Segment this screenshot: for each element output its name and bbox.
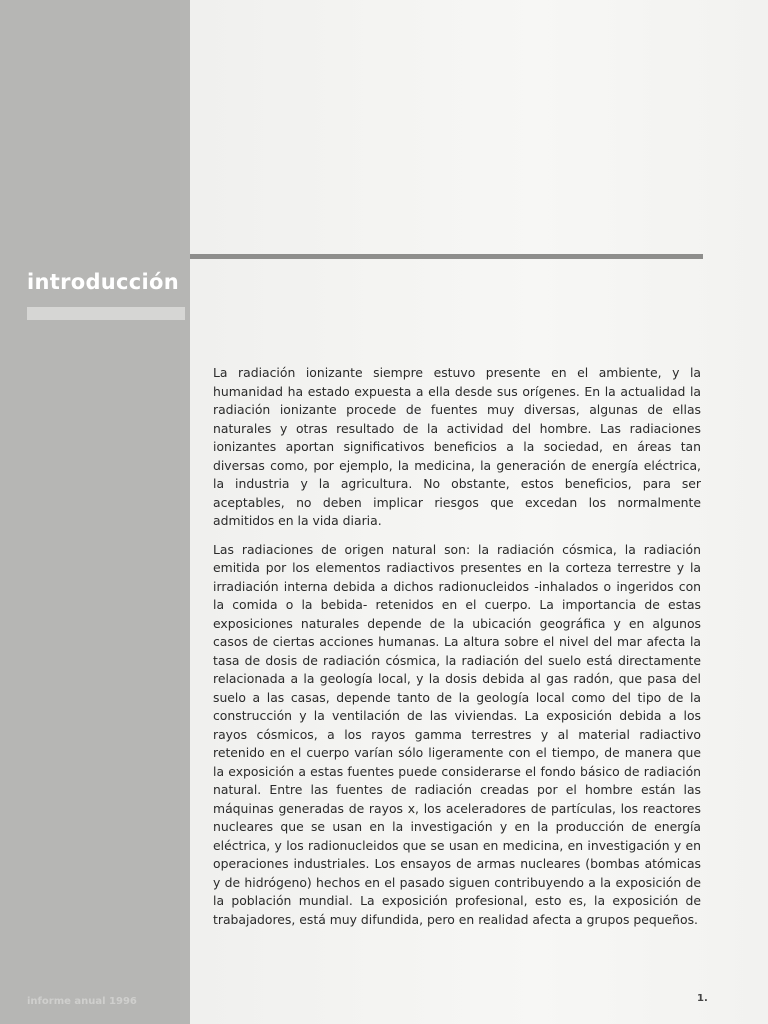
page-number: 1. [697, 993, 708, 1004]
paragraph-1: La radiación ionizante siempre estuvo presente en el ambiente, y la humanidad ha estado expuesta a ella desde sus orígenes. En la actualidad la radiación ionizante procede de fuentes muy diversas, algunas de ellas naturales y otras resultado de la actividad del hombre. Las radiaciones ionizantes aportan significativos beneficios a la sociedad, en áreas tan diversas como, por ejemplo, la medicina, la generación de energía eléctrica, la industria y la agricultura. No obstante, estos beneficios, para ser aceptables, no deben implicar riesgos que excedan los normalmente admitidos en la vida diaria. [213, 365, 701, 528]
left-gray-band [0, 0, 190, 1024]
footer-publication: informe anual 1996 [27, 996, 137, 1007]
paragraph-2: Las radiaciones de origen natural son: la radiación cósmica, la radiación emitida por los elementos radiactivos presentes en la corteza terrestre y la irradiación interna debida a dichos radionucleidos -inhalados o ingeridos con la comida o la bebida- retenidos en el cuerpo. La importancia de estas exposiciones naturales depende de la ubicación geográfica y en algunos casos de ciertas acciones humanas. La altura sobre el nivel del mar afecta la tasa de dosis de radiación cósmica, la radiación del suelo está directamente relacionada a la geología local, y la dosis debida al gas radón, que pasa del suelo a las casas, depende tanto de la geología local como del tipo de la construcción y la ventilación de las viviendas. La exposición debida a los rayos cósmicos, a los rayos gamma terrestres y al material radiactivo retenido en el cuerpo varían sólo ligeramente con el tiempo, de manera que la exposición a estas fuentes puede considerarse el fondo básico de radiación natural. Entre las fuentes de radiación creadas por el hombre están las máquinas generadas de rayos x, los aceleradores de partículas, los reactores nucleares que se usan en la investigación y en la producción de energía eléctrica, y los radionucleidos que se usan en medicina, en investigación y en operaciones industriales. Los ensayos de armas nucleares (bombas atómicas y de hidrógeno) hechos en el pasado siguen contribuyendo a la exposición de la población mundial. La exposición profesional, esto es, la exposición de trabajadores, está muy difundida, pero en realidad afecta a grupos pequeños. [213, 541, 701, 927]
section-title: introducción [27, 270, 180, 294]
body-text [213, 364, 701, 939]
title-underline-bar [27, 307, 185, 320]
section-rule [190, 254, 703, 259]
